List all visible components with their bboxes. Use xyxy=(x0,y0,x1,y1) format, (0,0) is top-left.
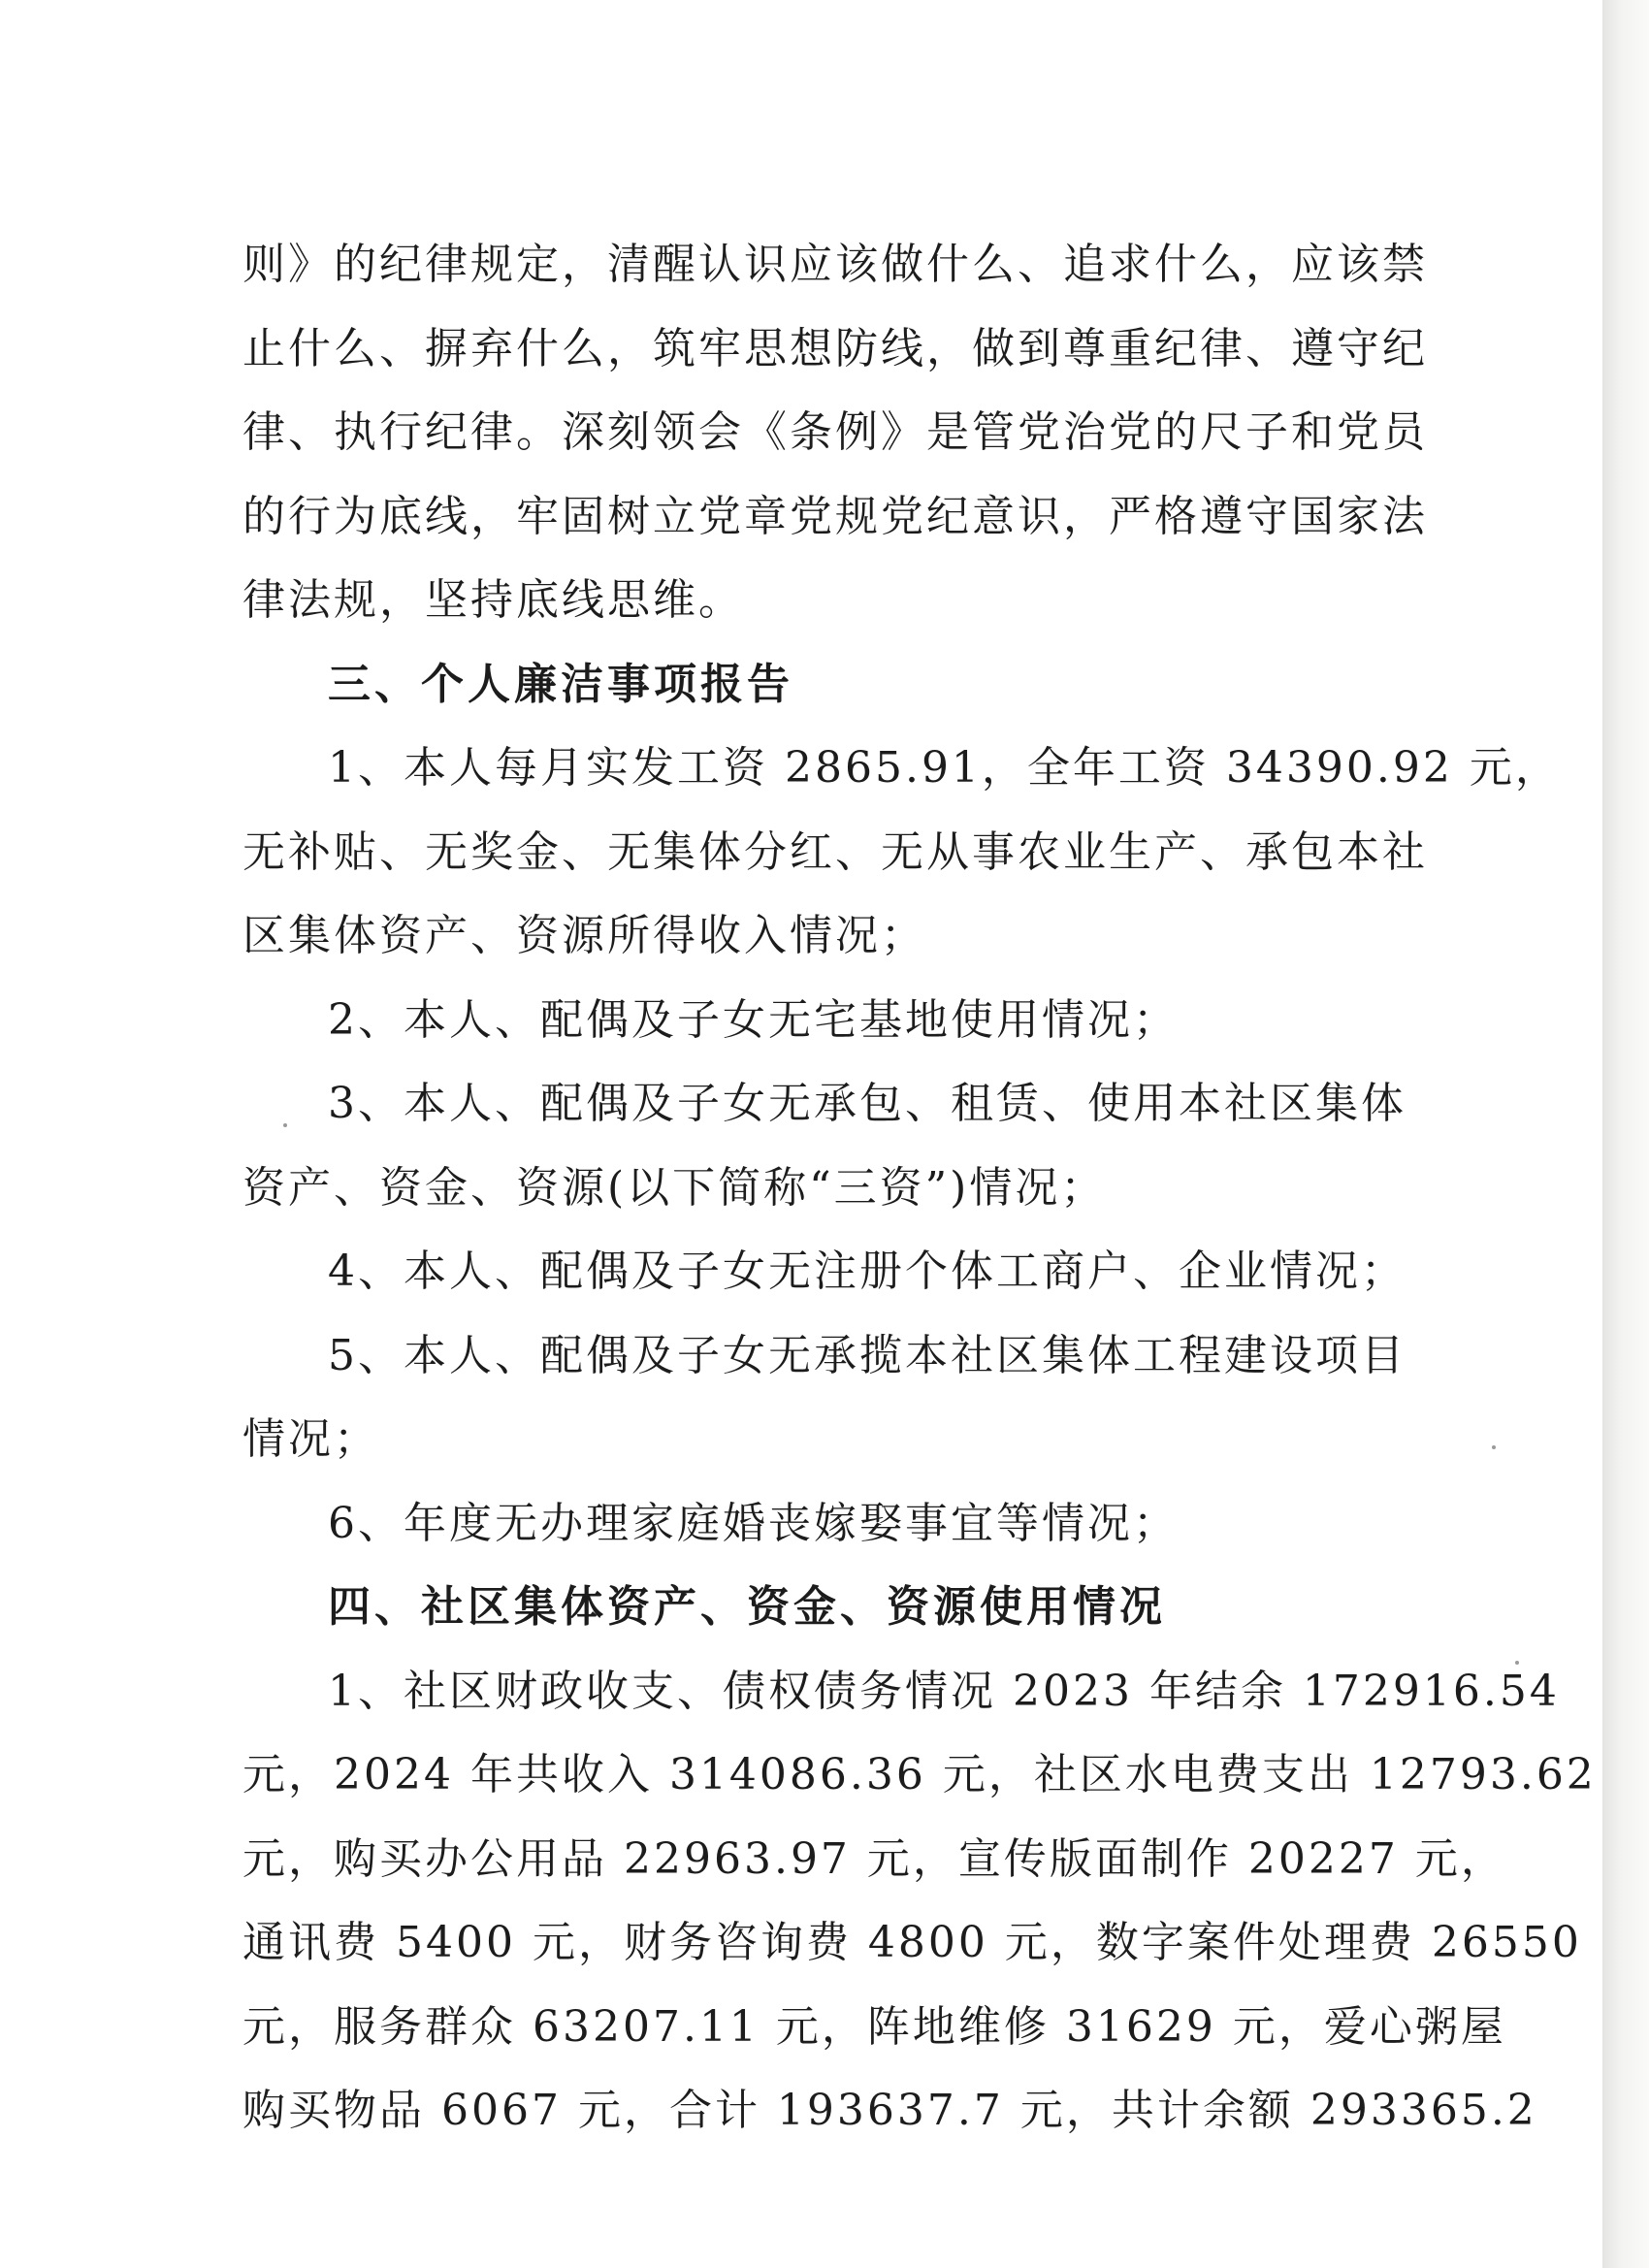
section-heading: 四、社区集体资产、资金、资源使用情况 xyxy=(328,1582,1166,1632)
paragraph-line: 止什么、摒弃什么，筑牢思想防线，做到尊重纪律、遵守纪 xyxy=(242,323,1428,373)
list-item-line: 情况； xyxy=(242,1414,379,1464)
scan-speck xyxy=(1515,1661,1519,1665)
list-item-line: 区集体资产、资源所得收入情况； xyxy=(242,911,926,960)
scan-speck xyxy=(1492,1445,1496,1449)
list-item-line: 2、本人、配偶及子女无宅基地使用情况； xyxy=(328,994,1179,1045)
list-item-line: 5、本人、配偶及子女无承揽本社区集体工程建设项目 xyxy=(328,1330,1406,1380)
list-item-line: 元，购买办公用品 22963.97 元，宣传版面制作 20227 元， xyxy=(242,1833,1506,1884)
section-heading: 三、个人廉洁事项报告 xyxy=(328,659,793,709)
list-item-line: 1、本人每月实发工资 2865.91，全年工资 34390.92 元， xyxy=(328,743,1561,793)
list-item-line: 元，2024 年共收入 314086.36 元，社区水电费支出 12793.62 xyxy=(242,1750,1597,1799)
list-item-line: 6、年度无办理家庭婚丧嫁娶事宜等情况； xyxy=(328,1498,1179,1548)
paragraph-line: 律法规，坚持底线思维。 xyxy=(242,575,744,625)
scan-edge-shadow xyxy=(1602,0,1649,2268)
list-item-line: 购买物品 6067 元，合计 193637.7 元，共计余额 293365.2 xyxy=(242,2086,1537,2135)
paragraph-line: 律、执行纪律。深刻领会《条例》是管党治党的尺子和党员 xyxy=(242,407,1428,457)
paragraph-line: 则》的纪律规定，清醒认识应该做什么、追求什么，应该禁 xyxy=(242,240,1428,289)
list-item-line: 3、本人、配偶及子女无承包、租赁、使用本社区集体 xyxy=(328,1079,1406,1128)
paragraph-line: 的行为底线，牢固树立党章党规党纪意识，严格遵守国家法 xyxy=(242,491,1428,541)
list-item-line: 1、社区财政收支、债权债务情况 2023 年结余 172916.54 xyxy=(328,1666,1560,1716)
list-item-line: 4、本人、配偶及子女无注册个体工商户、企业情况； xyxy=(328,1247,1406,1296)
list-item-line: 资产、资金、资源(以下简称“三资”)情况； xyxy=(242,1162,1107,1213)
list-item-line: 无补贴、无奖金、无集体分红、无从事农业生产、承包本社 xyxy=(242,826,1428,877)
list-item-line: 通讯费 5400 元，财务咨询费 4800 元，数字案件处理费 26550 xyxy=(242,1918,1582,1967)
document-body xyxy=(242,223,1597,2154)
list-item-line: 元，服务群众 63207.11 元，阵地维修 31629 元，爱心粥屋 xyxy=(242,2001,1506,2052)
